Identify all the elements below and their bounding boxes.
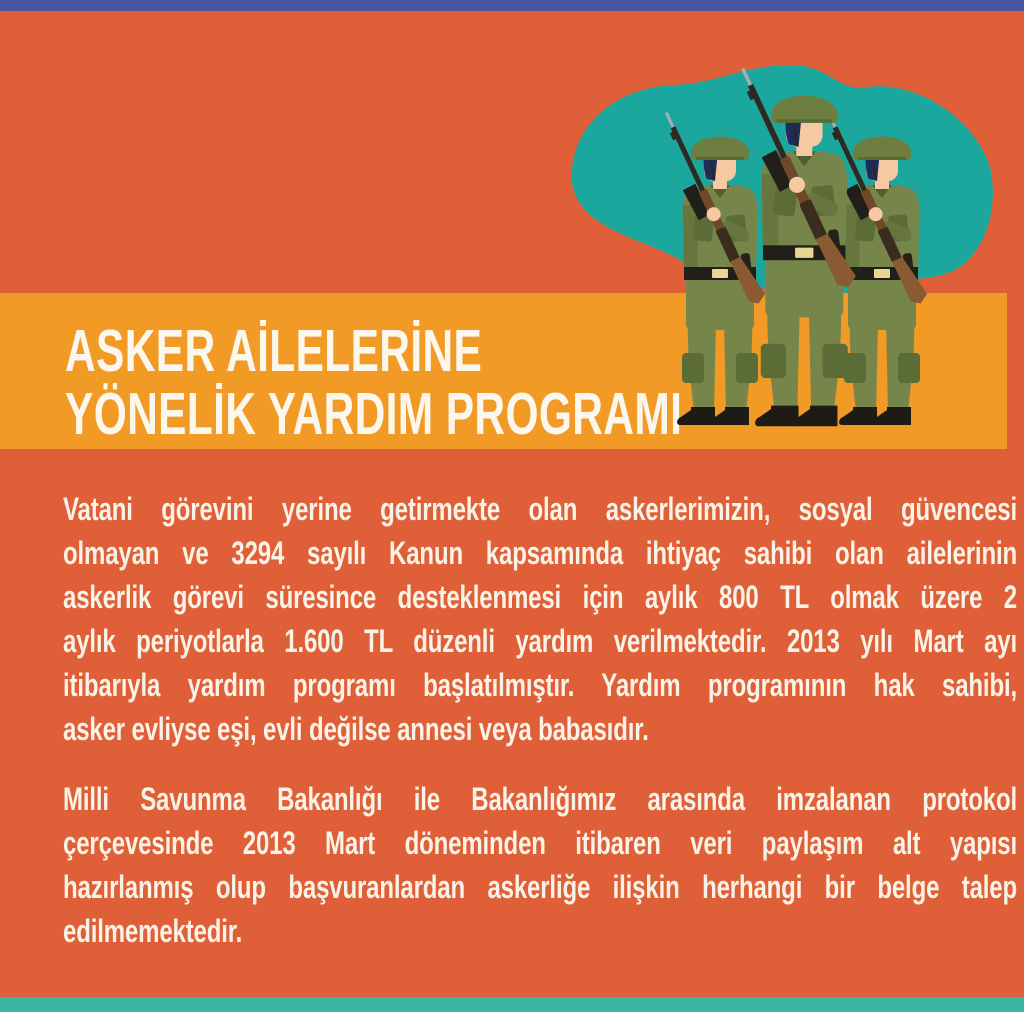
paragraph-2-line: edilmemektedir. [63,913,243,949]
paragraph-2-line: hazırlanmış olup başvuranlardan askerliğe ilişkin herhangi bir belge talep [63,869,1017,905]
paragraph-1-line: aylık periyotlarla 1.600 TL düzenli yardım verilmektedir. 2013 yılı Mart ayı [63,623,1017,659]
paragraph-2 [63,777,1017,953]
top-accent-bar [0,0,1024,11]
paragraph-2-line: çerçevesinde 2013 Mart döneminden itibaren veri paylaşım alt yapısı [63,825,1017,861]
soldiers-illustration [540,55,1010,440]
bottom-accent-bar [0,997,1024,1012]
body-text [63,487,1017,953]
paragraph-1-line: asker evliyse eşi, evli değilse annesi veya babasıdır. [63,711,649,747]
paragraph-1-line: olmayan ve 3294 sayılı Kanun kapsamında ihtiyaç sahibi olan ailelerinin [63,535,1017,571]
paragraph-1-line: Vatani görevini yerine getirmekte olan askerlerimizin, sosyal güvencesi [63,491,1017,527]
paragraph-1-line: itibarıyla yardım programı başlatılmıştır. Yardım programının hak sahibi, [63,667,1017,703]
page-title-line-1: ASKER AİLELERİNE [65,318,483,384]
paragraph-1 [63,487,1017,751]
paragraph-1-line: askerlik görevi süresince desteklenmesi için aylık 800 TL olmak üzere 2 [63,579,1017,615]
paragraph-2-line: Milli Savunma Bakanlığı ile Bakanlığımız arasında imzalanan protokol [63,781,1017,817]
page-title-line-2: YÖNELİK YARDIM PROGRAMI [65,381,683,447]
